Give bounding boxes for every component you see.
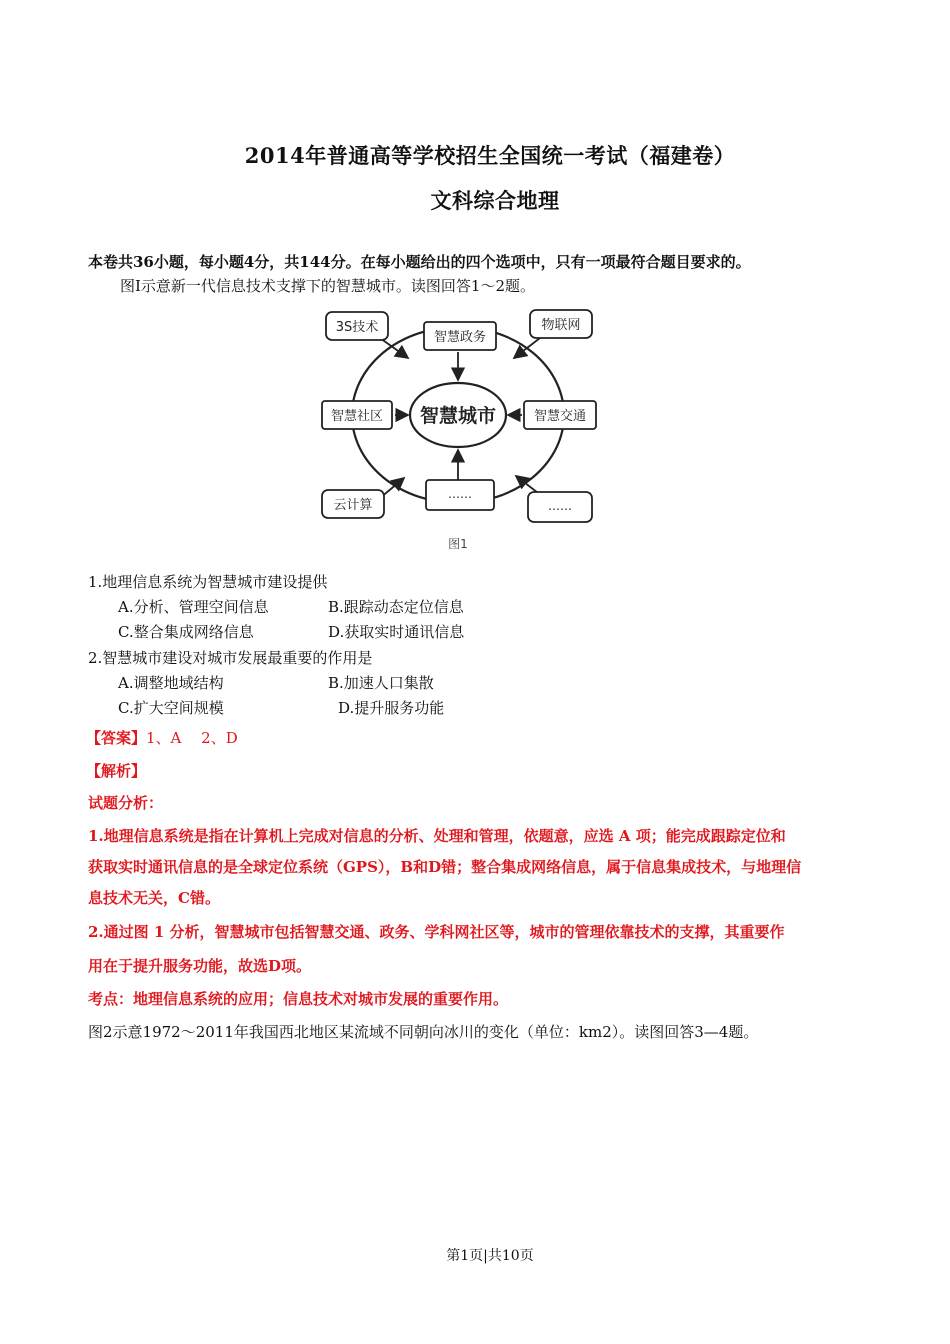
smart-city-diagram — [300, 300, 670, 560]
analysis-p1-line2: 获取实时通讯信息的是全球定位系统（GPS），B和D错；整合集成网络信息，属于信息集成技术，与地理信 — [88, 858, 802, 876]
exam-subtitle: 文科综合地理 — [430, 188, 560, 213]
analysis-label: 【解析】 — [86, 762, 147, 780]
node-bottom-right-label: …… — [548, 499, 572, 513]
q1-option-b: B.跟踪动态定位信息 — [328, 598, 464, 616]
node-cloud-label: 云计算 — [333, 498, 373, 513]
q2-option-d: D.提升服务功能 — [338, 699, 445, 717]
question-1-stem: 1.地理信息系统为智慧城市建设提供 — [88, 573, 328, 591]
q2-option-c: C.扩大空间规模 — [118, 699, 224, 717]
node-community-label: 智慧社区 — [330, 409, 384, 424]
answer-label: 【答案】 — [86, 729, 147, 747]
analysis-p2-line2: 用在于提升服务功能，故选D项。 — [88, 957, 312, 975]
figure2-prompt: 图2示意1972～2011年我国西北地区某流域不同朝向冰川的变化（单位：km2）。读图回答3—4题。 — [88, 1023, 759, 1041]
analysis-point: 考点：地理信息系统的应用；信息技术对城市发展的重要作用。 — [88, 990, 509, 1008]
q1-option-d: D.获取实时通讯信息 — [328, 623, 465, 641]
q1-option-c: C.整合集成网络信息 — [118, 623, 254, 641]
analysis-p1-line3: 息技术无关，C错。 — [88, 889, 220, 907]
answer-row — [86, 728, 238, 748]
q1-option-a: A.分析、管理空间信息 — [118, 598, 269, 616]
figure1-prompt: 图Ⅰ示意新一代信息技术支撑下的智慧城市。读图回答1～2题。 — [120, 277, 536, 295]
node-bottom-label: …… — [448, 487, 472, 501]
analysis-heading: 试题分析： — [88, 794, 164, 812]
analysis-p2-line1: 2.通过图 1 分析，智慧城市包括智慧交通、政务、学科网社区等，城市的管理依靠技术的支撑，其重要作 — [88, 923, 785, 941]
exam-title: 2014年普通高等学校招生全国统一考试（福建卷） — [244, 143, 736, 168]
answer-value: 1、A 2、D — [146, 729, 238, 747]
node-3s-label: 3S技术 — [335, 320, 379, 335]
q2-option-a: A.调整地域结构 — [118, 674, 224, 692]
figure1-caption: 图1 — [448, 537, 468, 551]
q2-option-b: B.加速人口集散 — [328, 674, 434, 692]
node-iot-label: 物联网 — [541, 318, 581, 333]
center-label: 智慧城市 — [419, 405, 497, 427]
analysis-p1-line1: 1.地理信息系统是指在计算机上完成对信息的分析、处理和管理，依题意，应选 A 项；能完成跟踪定位和 — [88, 827, 786, 845]
page-footer: 第1页|共10页 — [446, 1248, 534, 1264]
node-traffic-label: 智慧交通 — [533, 409, 587, 424]
question-2-stem: 2.智慧城市建设对城市发展最重要的作用是 — [88, 649, 373, 667]
exam-intro: 本卷共36小题，每小题4分，共144分。在每小题给出的四个选项中，只有一项最符合题目要求的。 — [88, 253, 751, 271]
node-government-label: 智慧政务 — [433, 330, 487, 345]
